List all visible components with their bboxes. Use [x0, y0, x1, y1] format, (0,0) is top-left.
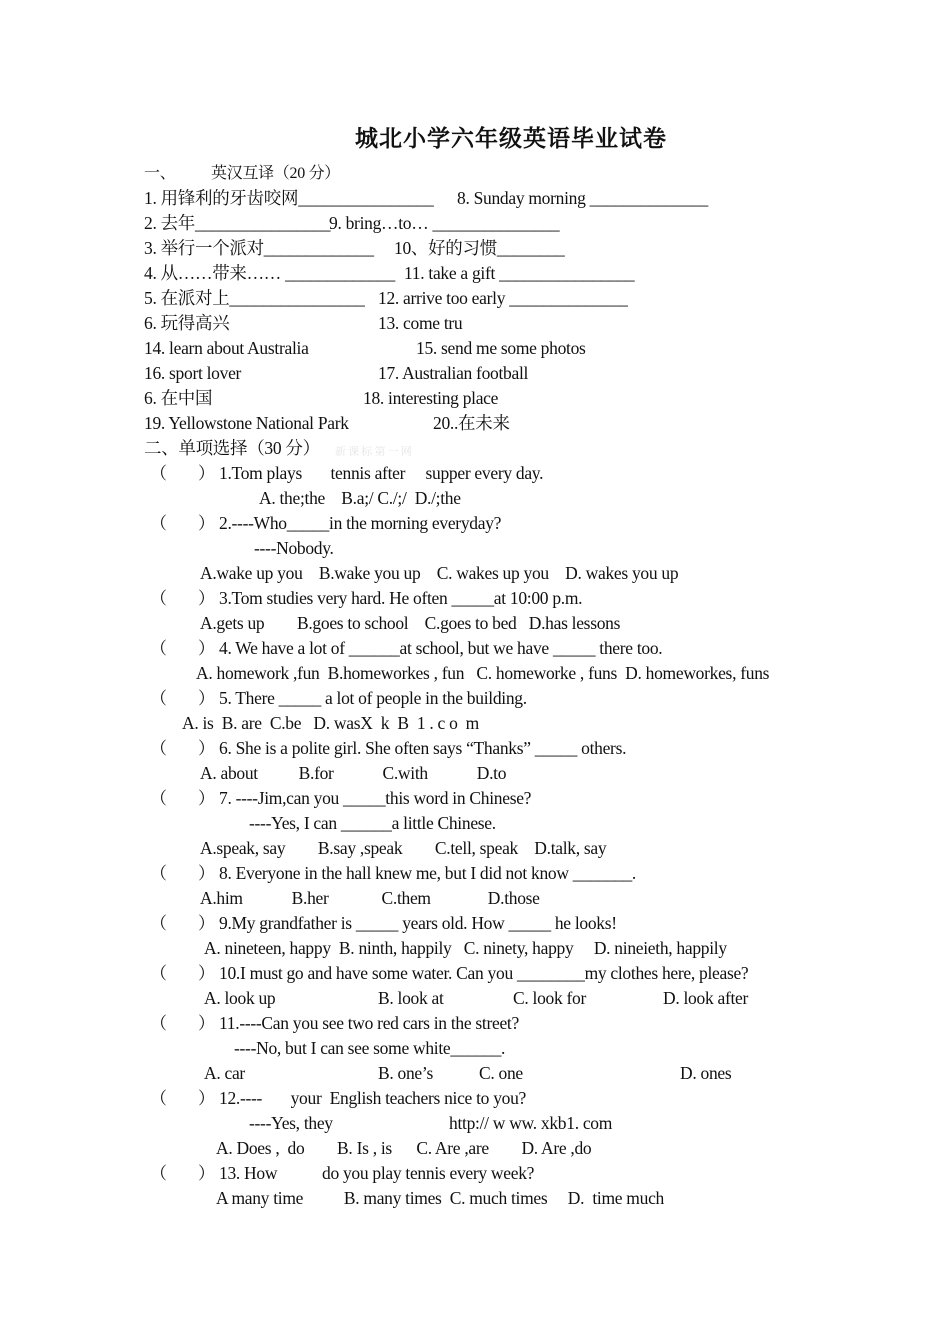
question-1-options: A. the;the B.a;/ C./;/ D./;the — [259, 488, 461, 508]
question-8-options: A.him B.her C.them D.those — [200, 888, 540, 908]
item-18: 18. interesting place — [363, 388, 499, 408]
question-11-option-a: A. car — [204, 1063, 245, 1083]
question-4-options: A. homework ,fun B.homeworkes , fun C. homeworke , funs D. homeworkes, funs — [196, 663, 770, 683]
answer-paren-close: ） — [198, 464, 215, 483]
question-5: 5. There _____ a lot of people in the building. — [219, 688, 527, 708]
item-10: 10、好的习惯________ — [394, 238, 565, 258]
question-5-options: A. is B. are C.be D. wasX k B 1 . c o m — [182, 713, 479, 733]
answer-paren-open: （ — [150, 789, 167, 808]
question-4: 4. We have a lot of ______at school, but we have _____ there too. — [219, 638, 663, 658]
answer-paren-open: （ — [150, 739, 167, 758]
item-17: 17. Australian football — [378, 363, 529, 383]
question-12: 12.---- your English teachers nice to you? — [219, 1088, 527, 1108]
item-4: 4. 从……带来…… _____________ — [144, 263, 395, 283]
item-2: 2. 去年________________ — [144, 213, 331, 233]
question-2-reply: ----Nobody. — [254, 538, 334, 558]
answer-paren-open: （ — [150, 514, 167, 533]
watermark: 新 课 标 第 一 网 — [335, 446, 412, 458]
item-19: 19. Yellowstone National Park — [144, 413, 349, 433]
answer-paren-close: ） — [198, 964, 215, 983]
item-15: 15. send me some photos — [416, 338, 586, 358]
question-10-option-a: A. look up — [204, 988, 276, 1008]
question-10: 10.I must go and have some water. Can you ________my clothes here, please? — [219, 963, 749, 983]
question-11-option-b: B. one’s — [378, 1063, 433, 1083]
answer-paren-close: ） — [198, 739, 215, 758]
answer-paren-open: （ — [150, 639, 167, 658]
item-14: 14. learn about Australia — [144, 338, 309, 358]
item-16: 16. sport lover — [144, 363, 242, 383]
section2-heading: 二、单项选择（30 分） — [144, 438, 320, 458]
answer-paren-close: ） — [198, 789, 215, 808]
question-7-options: A.speak, say B.say ,speak C.tell, speak D.talk, say — [200, 838, 607, 858]
answer-paren-open: （ — [150, 689, 167, 708]
question-9-options: A. nineteen, happy B. ninth, happily C. ninety, happy D. nineieth, happily — [204, 938, 727, 958]
question-2: 2.----Who_____in the morning everyday? — [219, 513, 502, 533]
answer-paren-open: （ — [150, 914, 167, 933]
item-8: 8. Sunday morning ______________ — [457, 188, 708, 208]
question-11-option-c: C. one — [479, 1063, 523, 1083]
item-12: 12. arrive too early ______________ — [378, 288, 628, 308]
item-11: 11. take a gift ________________ — [404, 263, 635, 283]
item-3: 3. 举行一个派对_____________ — [144, 238, 374, 258]
item-5: 5. 在派对上________________ — [144, 288, 365, 308]
answer-paren-open: （ — [150, 864, 167, 883]
question-6-options: A. about B.for C.with D.to — [200, 763, 507, 783]
question-3: 3.Tom studies very hard. He often _____at 10:00 p.m. — [219, 588, 583, 608]
answer-paren-close: ） — [198, 914, 215, 933]
page-title: 城北小学六年级英语毕业试卷 — [355, 126, 667, 151]
answer-paren-close: ） — [198, 514, 215, 533]
question-13: 13. How do you play tennis every week? — [219, 1163, 535, 1183]
question-3-options: A.gets up B.goes to school C.goes to bed D.has lessons — [200, 613, 621, 633]
question-8: 8. Everyone in the hall knew me, but I did not know _______. — [219, 863, 636, 883]
question-10-option-b: B. look at — [378, 988, 444, 1008]
question-13-options: A many time B. many times C. much times D. time much — [216, 1188, 664, 1208]
question-10-option-d: D. look after — [663, 988, 749, 1008]
answer-paren-close: ） — [198, 639, 215, 658]
question-12-options: A. Does , do B. Is , is C. Are ,are D. Are ,do — [216, 1138, 592, 1158]
answer-paren-close: ） — [198, 589, 215, 608]
section1-heading: 英汉互译（20 分） — [211, 165, 341, 182]
question-11: 11.----Can you see two red cars in the street? — [219, 1013, 519, 1033]
answer-paren-close: ） — [198, 1089, 215, 1108]
answer-paren-close: ） — [198, 689, 215, 708]
answer-paren-open: （ — [150, 589, 167, 608]
answer-paren-open: （ — [150, 1089, 167, 1108]
question-12-reply: ----Yes, they — [249, 1113, 333, 1133]
item-6: 6. 玩得高兴 — [144, 313, 230, 333]
answer-paren-open: （ — [150, 464, 167, 483]
question-1: 1.Tom plays tennis after supper every day. — [219, 463, 544, 483]
answer-paren-close: ） — [198, 864, 215, 883]
section1-heading-number: 一、 — [144, 165, 176, 182]
question-7-reply: ----Yes, I can ______a little Chinese. — [249, 813, 496, 833]
question-2-options: A.wake up you B.wake you up C. wakes up you D. wakes you up — [200, 563, 679, 583]
question-10-option-c: C. look for — [513, 988, 587, 1008]
question-7: 7. ----Jim,can you _____this word in Chinese? — [219, 788, 532, 808]
item-1: 1. 用锋利的牙齿咬网________________ — [144, 188, 434, 208]
answer-paren-open: （ — [150, 1014, 167, 1033]
answer-paren-open: （ — [150, 964, 167, 983]
question-6: 6. She is a polite girl. She often says “Thanks” _____ others. — [219, 738, 627, 758]
item-6b: 6. 在中国 — [144, 388, 213, 408]
item-9: 9. bring…to… _______________ — [329, 213, 560, 233]
question-11-option-d: D. ones — [680, 1063, 732, 1083]
url-watermark: http:// w ww. xkb1. com — [449, 1113, 613, 1133]
answer-paren-close: ） — [198, 1014, 215, 1033]
question-11-reply: ----No, but I can see some white______. — [234, 1038, 506, 1058]
answer-paren-open: （ — [150, 1164, 167, 1183]
answer-paren-close: ） — [198, 1164, 215, 1183]
item-20: 20..在未来 — [433, 413, 510, 433]
item-13: 13. come tru — [378, 313, 463, 333]
question-9: 9.My grandfather is _____ years old. How _____ he looks! — [219, 913, 617, 933]
